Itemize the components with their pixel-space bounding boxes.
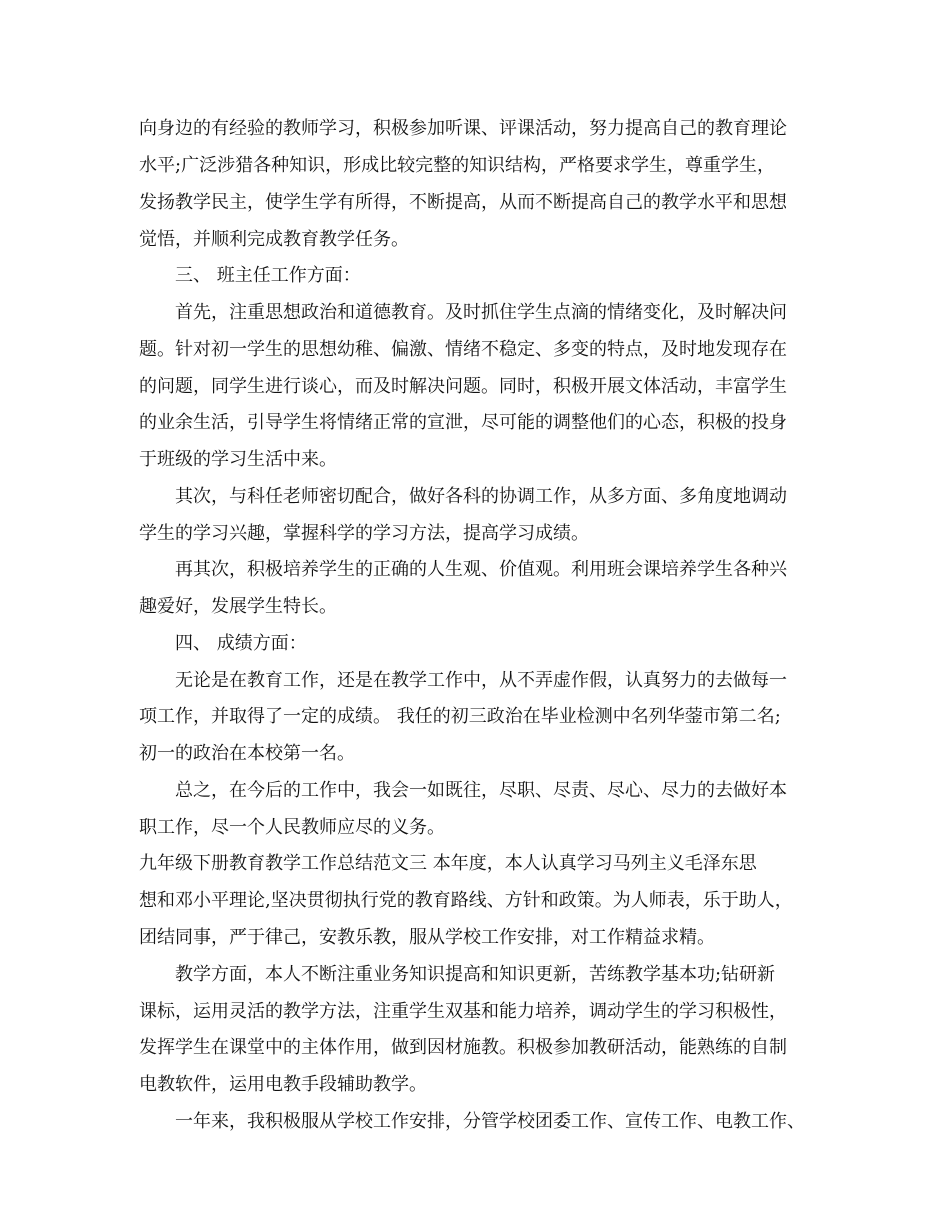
text-line: 想和邓小平理论,坚决贯彻执行党的教育路线、方针和政策。为人师表，乐于助人， xyxy=(139,890,793,911)
text-line: 其次，与科任老师密切配合，做好各科的协调工作，从多方面、多角度地调动 xyxy=(175,486,787,507)
text-line: 课标，运用灵活的教学方法，注重学生双基和能力培养，调动学生的学习积极性， xyxy=(139,1001,787,1022)
text-line: 水平;广泛涉猎各种知识，形成比较完整的知识结构，严格要求学生，尊重学生， xyxy=(139,155,776,176)
text-line: 团结同事，严于律己，安教乐教，服从学校工作安排，对工作精益求精。 xyxy=(139,927,715,948)
text-line: 于班级的学习生活中来。 xyxy=(139,449,337,470)
text-line: 总之，在今后的工作中，我会一如既往，尽职、尽责、尽心、尽力的去做好本 xyxy=(175,780,787,801)
text-line: 教学方面，本人不断注重业务知识提高和知识更新，苦练教学基本功;钻研新 xyxy=(175,964,776,985)
section-heading: 三、 班主任工作方面： xyxy=(175,265,361,286)
text-line: 项工作，并取得了一定的成绩。 我任的初三政治在毕业检测中名列华蓥市第二名; xyxy=(139,706,781,727)
text-line: 一年来，我积极服从学校工作安排，分管学校团委工作、宣传工作、电教工作、 xyxy=(175,1111,805,1132)
text-line: 趣爱好，发展学生特长。 xyxy=(139,596,337,617)
text-line: 再其次，积极培养学生的正确的人生观、价值观。利用班会课培养学生各种兴 xyxy=(175,559,787,580)
text-line: 首先，注重思想政治和道德教育。及时抓住学生点滴的情绪变化，及时解决问 xyxy=(175,302,787,323)
text-line: 初一的政治在本校第一名。 xyxy=(139,743,355,764)
text-line: 题。针对初一学生的思想幼稚、偏激、情绪不稳定、多变的特点，及时地发现存在 xyxy=(139,339,787,360)
text-line: 向身边的有经验的教师学习，积极参加听课、评课活动，努力提高自己的教育理论 xyxy=(139,118,787,139)
text-line: 的问题，同学生进行谈心，而及时解决问题。同时，积极开展文体活动，丰富学生 xyxy=(139,376,787,397)
text-line: 无论是在教育工作，还是在教学工作中，从不弄虚作假，认真努力的去做每一 xyxy=(175,670,787,691)
text-line: 职工作，尽一个人民教师应尽的义务。 xyxy=(139,817,445,838)
text-line: 电教软件，运用电教手段辅助教学。 xyxy=(139,1074,427,1095)
text-line: 觉悟，并顺利完成教育教学任务。 xyxy=(139,229,409,250)
text-line: 发扬教学民主，使学生学有所得，不断提高，从而不断提高自己的教学水平和思想 xyxy=(139,192,787,213)
text-line: 九年级下册教育教学工作总结范文三 本年度，本人认真学习马列主义毛泽东思 xyxy=(139,853,757,874)
section-heading: 四、 成绩方面： xyxy=(175,633,307,654)
text-line: 的业余生活，引导学生将情绪正常的宣泄，尽可能的调整他们的心态，积极的投身 xyxy=(139,412,787,433)
text-line: 发挥学生在课堂中的主体作用，做到因材施教。积极参加教研活动，能熟练的自制 xyxy=(139,1037,787,1058)
text-line: 学生的学习兴趣，掌握科学的学习方法，提高学习成绩。 xyxy=(139,523,589,544)
